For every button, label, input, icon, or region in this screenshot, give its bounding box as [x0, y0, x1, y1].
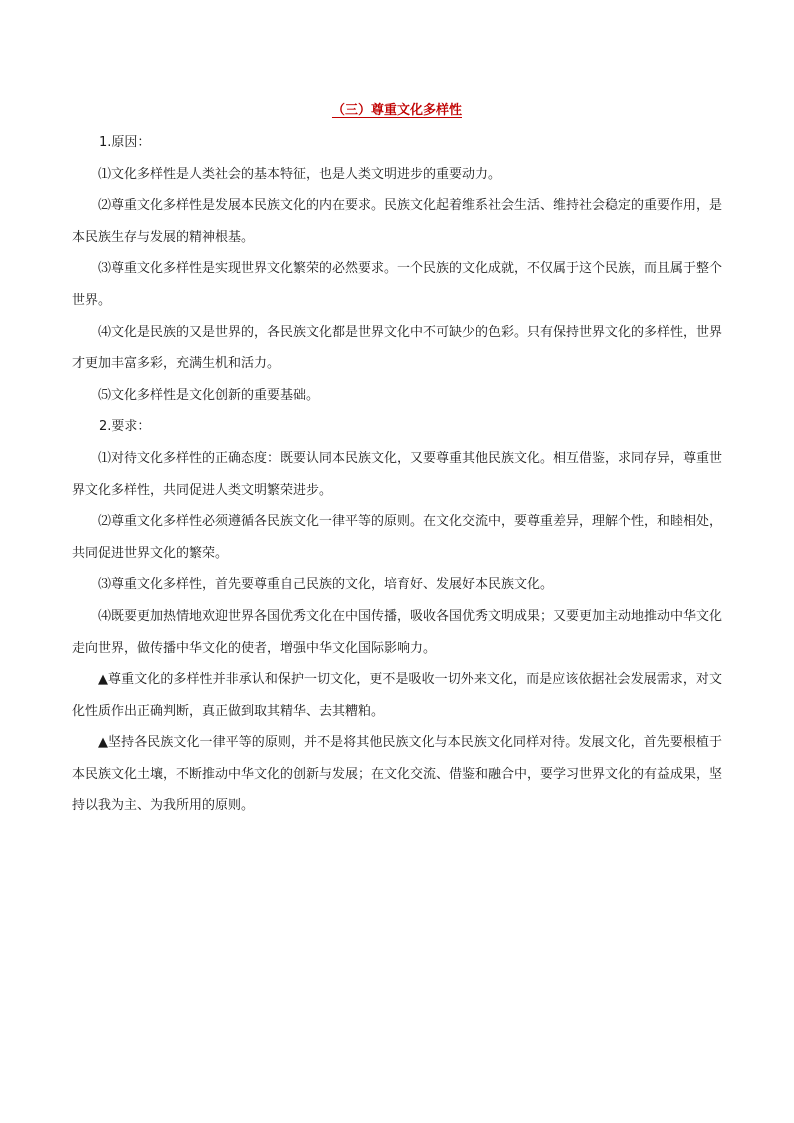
requirement-2: ⑵尊重文化多样性必须遵循各民族文化一律平等的原则。在文化交流中，要尊重差异，理解个性，和睦相处，共同促进世界文化的繁荣。	[72, 514, 723, 561]
reason-5: ⑸文化多样性是文化创新的重要基础。	[98, 387, 320, 403]
reason-3: ⑶尊重文化多样性是实现世界文化繁荣的必然要求。一个民族的文化成就，不仅属于这个民族，而且属于整个世界。	[72, 261, 723, 308]
requirement-1: ⑴对待文化多样性的正确态度：既要认同本民族文化，又要尊重其他民族文化。相互借鉴，求同存异，尊重世界文化多样性，共同促进人类文明繁荣进步。	[72, 450, 723, 498]
document-body	[72, 127, 722, 822]
note-2: ▲坚持各民族文化一律平等的原则，并不是将其他民族文化与本民族文化同样对待。发展文化，首先要根植于本民族文化土壤，不断推动中华文化的创新与发展；在文化交流、借鉴和融合中，要学习世界文化的有益成果，坚持以我为主、为我所用的原则。	[72, 735, 723, 814]
section-title	[0, 101, 794, 121]
note-1: ▲尊重文化的多样性并非承认和保护一切文化，更不是吸收一切外来文化，而是应该依据社会发展需求，对文化性质作出正确判断，真正做到取其精华、去其糟粕。	[72, 672, 722, 719]
heading-requirements: 2.要求：	[99, 419, 151, 435]
section-title-text: （三）尊重文化多样性	[331, 103, 462, 118]
reason-1: ⑴文化多样性是人类社会的基本特征，也是人类文明进步的重要动力。	[98, 166, 502, 182]
heading-reasons: 1.原因：	[99, 135, 151, 150]
reason-2: ⑵尊重文化多样性是发展本民族文化的内在要求。民族文化起着维系社会生活、维持社会稳定的重要作用，是本民族生存与发展的精神根基。	[72, 198, 723, 245]
requirement-3: ⑶尊重文化多样性，首先要尊重自己民族的文化，培育好、发展好本民族文化。	[98, 577, 554, 593]
reason-4: ⑷文化是民族的又是世界的，各民族文化都是世界文化中不可缺少的色彩。只有保持世界文化的多样性，世界才更加丰富多彩，充满生机和活力。	[72, 324, 723, 372]
requirement-4: ⑷既要更加热情地欢迎世界各国优秀文化在中国传播，吸收各国优秀文明成果；又要更加主动地推动中华文化走向世界，做传播中华文化的使者，增强中华文化国际影响力。	[72, 608, 723, 656]
